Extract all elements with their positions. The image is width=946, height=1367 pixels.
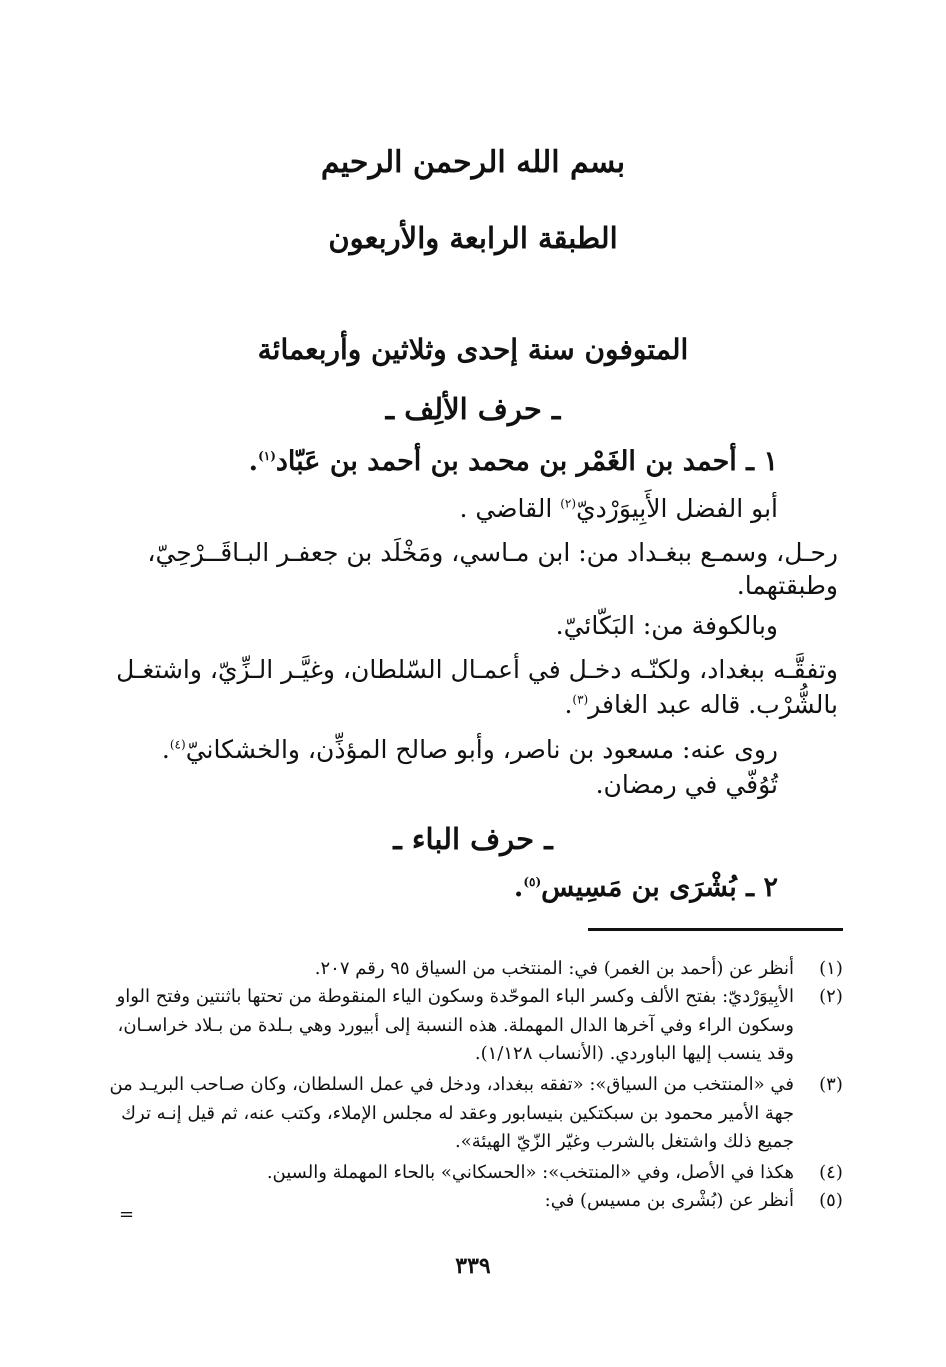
- letter-ba-heading: ـ حرف الباء ـ: [393, 822, 553, 856]
- footnote-ref-1: (١): [258, 449, 276, 463]
- entry-1-heading: [249, 446, 778, 477]
- entry-1-end: .: [248, 446, 259, 477]
- footnote-2-line-2: وسكون الراء وفي آخرها الدال المهملة. هذه النسبة إلى أبيورد وهي بـلدة من بـلاد خراسـان،: [117, 1015, 794, 1036]
- entry-1-name: ١ ـ أحمد بن الغَمْر بن محمد بن أحمد بن عَبّاد: [275, 446, 778, 477]
- entry-1-kunya-text: أبو الفضل الأَبِيوَرْديّ: [576, 494, 778, 523]
- footnote-2-line-1: الأبِيوَرْديّ: بفتح الألف وكسر الباء الموحّدة وسكون الياء المنقوطة من تحتها باثنتين وفتح الواو: [116, 986, 794, 1007]
- footnote-separator: [588, 928, 843, 931]
- footnote-2-number: (٢): [819, 986, 843, 1007]
- footnote-3-line-2: جهة الأمير محمود بن سبكتكين بنيسابور وعقد له مجلس الإملاء، وكتب عنه، ثم قيل إنـه ترك: [121, 1103, 794, 1124]
- paragraph-4: [162, 735, 778, 764]
- paragraph-1-line-2: وطبقتهما.: [736, 571, 838, 600]
- footnote-4-line-1: هكذا في الأصل، وفي «المنتخب»: «الحسكاني» بالحاء المهملة والسين.: [266, 1162, 794, 1183]
- paragraph-4-text: روى عنه: مسعود بن ناصر، وأبو صالح المؤذِّن، والخشكانيّ: [185, 735, 778, 764]
- footnote-3-line-3: جميع ذلك واشتغل بالشرب وغيّر الزّيّ الهيئة».: [455, 1131, 794, 1152]
- paragraph-3-line-2: [564, 690, 838, 719]
- tabaqa-title: الطبقة الرابعة والأربعون: [328, 221, 618, 255]
- year-title: المتوفون سنة إحدى وثلاثين وأربعمائة: [257, 333, 689, 366]
- paragraph-3-end: .: [564, 690, 573, 719]
- paragraph-4-end: .: [161, 735, 170, 764]
- letter-alif-heading: ـ حرف الألِف ـ: [385, 392, 561, 426]
- entry-1-kunya-end: القاضي .: [459, 494, 561, 523]
- footnote-3-line-1: في «المنتخب من السياق»: «تفقه ببغداد، ودخل في عمل السلطان، وكان صـاحب البريـد من: [109, 1074, 794, 1095]
- paragraph-2: وبالكوفة من: البَكّائيّ.: [555, 611, 778, 640]
- entry-2-heading: [514, 872, 778, 903]
- paragraph-5: تُوُفّي في رمضان.: [595, 770, 778, 799]
- footnote-4-number: (٤): [819, 1162, 843, 1183]
- continuation-mark: =: [119, 1204, 135, 1225]
- footnote-5-line-1: أنظر عن (بُشْرى بن مسيس) في:: [544, 1190, 794, 1211]
- footnote-2-line-3: وقد ينسب إليها الباوردي. (الأنساب ١/١٢٨).: [474, 1043, 794, 1064]
- footnote-5-number: (٥): [819, 1190, 843, 1211]
- entry-2-end: .: [513, 872, 524, 903]
- footnote-ref-4: (٤): [169, 737, 186, 752]
- footnote-1-line-1: أنظر عن (أحمد بن الغمر) في: المنتخب من السياق ٩٥ رقم ٢٠٧.: [314, 958, 794, 979]
- footnote-1-number: (١): [819, 958, 843, 979]
- footnote-ref-2: (٢): [560, 496, 577, 511]
- footnote-ref-5: (٥): [523, 875, 542, 889]
- paragraph-3-line-1: وتفقَّـه ببغداد، ولكنّـه دخـل في أعمـال السّلطان، وغيَّـر الـزِّيّ، واشتغـل: [116, 655, 838, 684]
- paragraph-3-line-2-text: بالشُّرْب. قاله عبد الغافر: [588, 690, 838, 719]
- footnote-ref-3: (٣): [572, 692, 589, 707]
- page-number: ٣٣٩: [455, 1253, 491, 1279]
- entry-2-name: ٢ ـ بُشْرَى بن مَسِيس: [541, 872, 778, 903]
- basmala: بسم الله الرحمن الرحيم: [320, 145, 626, 180]
- entry-1-kunya: [460, 494, 779, 523]
- paragraph-1-line-1: رحـل، وسمـع ببغـداد من: ابن مـاسي، ومَخْلَد بن جعفـر البـاقَــرْحِيّ،: [147, 538, 838, 567]
- footnote-3-number: (٣): [819, 1074, 843, 1095]
